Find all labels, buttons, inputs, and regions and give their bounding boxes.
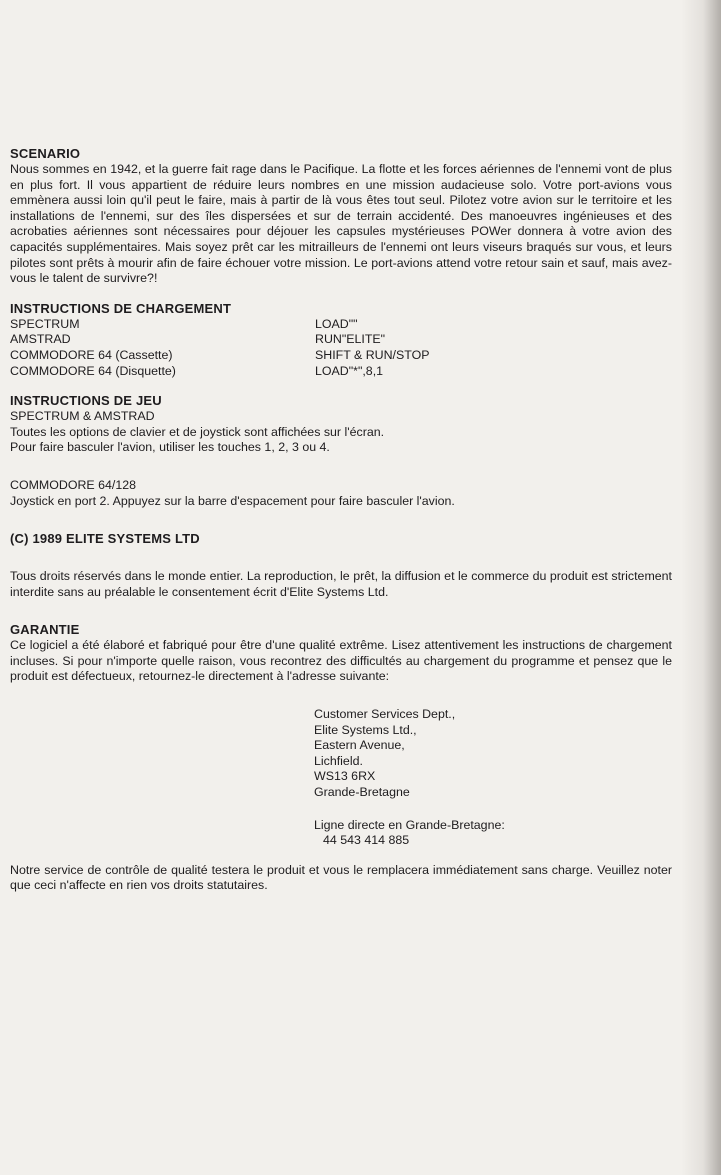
return-address	[314, 707, 672, 849]
loading-command: SHIFT & RUN/STOP	[315, 347, 430, 362]
document-page	[10, 146, 672, 894]
address-line: Elite Systems Ltd.,	[314, 722, 417, 737]
loading-machine: AMSTRAD	[10, 332, 71, 347]
hotline-number: 44 543 414 885	[323, 833, 410, 848]
copyright-body: Tous droits réservés dans le monde entier. La reproduction, le prêt, la diffusion et le commerce du produit est strictement interdite sans au préalable le consentement écrit d'Elite Systems Ltd.	[10, 569, 672, 599]
game-c64-line: Joystick en port 2. Appuyez sur la barre d'espacement pour faire basculer l'avion.	[10, 493, 455, 508]
address-line: WS13 6RX	[314, 769, 376, 784]
address-line: Lichfield.	[314, 753, 363, 768]
address-line: Grande-Bretagne	[314, 785, 410, 800]
page-edge-shadow	[681, 0, 721, 1175]
warranty-body: Ce logiciel a été élaboré et fabriqué pour être d'une qualité extrême. Lisez attentivement les instructions de chargement incluses. Si pour n'importe quelle raison, vous recontrez des difficultés au chargement du programme et pensez que le produit est défectueux, retournez-le directement à l'adresse suivante:	[10, 638, 672, 684]
loading-heading: INSTRUCTIONS DE CHARGEMENT	[10, 300, 232, 316]
warranty-heading: GARANTIE	[10, 622, 80, 638]
game-spectrum-line2: Pour faire basculer l'avion, utiliser les touches 1, 2, 3 ou 4.	[10, 440, 330, 455]
address-line: Customer Services Dept.,	[314, 707, 456, 722]
scenario-body: Nous sommes en 1942, et la guerre fait rage dans le Pacifique. La flotte et les forces aériennes de l'ennemi vont de plus en plus fort. Il vous appartient de réduire leurs nombres en une mission audacieuse solo. Votre port-avions vous emmènera aussi loin qu'il peut le faire, mais à partir de là vous êtes tout seul. Pilotez votre avion sur le territoire et les installations de l'ennemi, sur des îles dispersées et sur de terrain accidenté. Des manoeuvres ingénieuses et des acrobaties aériennes sont nécessaires pour déjouer les capsules mystérieuses POWer donnera à votre avion des capacités supplémentaires. Mais soyez prêt car les mitrailleurs de l'ennemi ont leurs viseurs braqués sur vous, et leurs pilotes sont prêts à mourir afin de faire échouer votre mission. Le port-avions attend votre retour sain et sauf, mais avez-vous le talent de survivre?!	[10, 162, 672, 286]
copyright-heading: (C) 1989 ELITE SYSTEMS LTD	[10, 531, 200, 547]
game-c64-title: COMMODORE 64/128	[10, 477, 137, 492]
loading-machine: COMMODORE 64 (Cassette)	[10, 347, 173, 362]
loading-table	[10, 317, 672, 379]
hotline-label: Ligne directe en Grande-Bretagne:	[314, 817, 505, 832]
scenario-heading: SCENARIO	[10, 146, 81, 161]
loading-command: RUN"ELITE"	[315, 332, 386, 347]
loading-machine: COMMODORE 64 (Disquette)	[10, 363, 176, 378]
game-heading: INSTRUCTIONS DE JEU	[10, 393, 162, 409]
loading-machine: SPECTRUM	[10, 316, 80, 331]
address-line: Eastern Avenue,	[314, 738, 405, 753]
game-spectrum-title: SPECTRUM & AMSTRAD	[10, 409, 155, 424]
warranty-closing: Notre service de contrôle de qualité testera le produit et vous le remplacera immédiatement sans charge. Veuillez noter que ceci n'affecte en rien vos droits statutaires.	[10, 862, 672, 893]
game-spectrum-line1: Toutes les options de clavier et de joystick sont affichées sur l'écran.	[10, 424, 385, 439]
loading-command: LOAD"*",8,1	[315, 363, 384, 378]
loading-command: LOAD""	[315, 316, 358, 331]
